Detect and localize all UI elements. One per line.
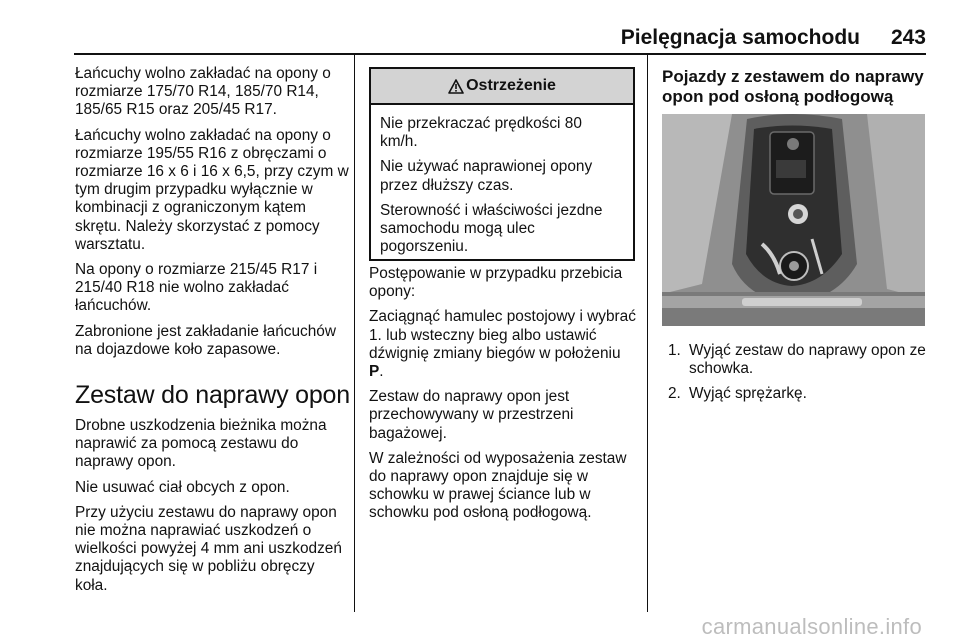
list-item <box>668 385 926 403</box>
step-text: Wyjąć zestaw do naprawy opon ze schowka. <box>689 342 926 378</box>
watermark: carmanualsonline.info <box>701 614 922 639</box>
warning-triangle-icon <box>448 79 464 94</box>
paragraph: Zabronione jest zakładanie łańcuchów na dojazdowe koło zapasowe. <box>75 322 336 358</box>
paragraph: W zależności od wyposażenia zestaw do naprawy opon znajduje się w schowku w prawej ściance lub w schowku pod osłoną podłogową. <box>369 449 627 522</box>
column-divider-left <box>354 55 355 612</box>
column-1 <box>75 65 350 602</box>
subheading: Pojazdy z zestawem do naprawy opon pod osłoną podłogową <box>662 67 924 106</box>
list-item <box>668 342 926 378</box>
section-title: Zestaw do naprawy opon <box>75 381 350 410</box>
trunk-photo <box>662 114 925 326</box>
warning-line: Sterowność i właściwości jezdne samochodu mogą ulec pogorszeniu. <box>380 201 603 256</box>
page-number: 243 <box>890 26 926 49</box>
paragraph: Postępowanie w przypadku przebicia opony: <box>369 265 623 301</box>
steps-list <box>668 342 926 411</box>
column-3 <box>662 67 926 107</box>
header-rule <box>74 53 926 55</box>
paragraph: Nie usuwać ciał obcych z opon. <box>75 478 290 496</box>
paragraph-end: . <box>379 363 384 381</box>
paragraph: Łańcuchy wolno zakładać na opony o rozmiarze 195/55 R16 z obręczami o rozmiarze 16 x 6 i 16 x 6,5, przy czym w tym drugim przypadku wyłącznie w kombinacji z ograniczonym kątem skrętu. Należy skorzystać z pomocy warsztatu. <box>75 126 349 253</box>
paragraph <box>369 308 637 381</box>
paragraph: Przy użyciu zestawu do naprawy opon nie można naprawiać uszkodzeń o wielkości powyżej 4 mm ani uszkodzeń znajdujących się w pobliżu obręczy koła. <box>75 503 342 594</box>
warning-box <box>369 67 635 261</box>
column-2 <box>369 265 637 530</box>
paragraph: Zestaw do naprawy opon jest przechowywany w przestrzeni bagażowej. <box>369 388 574 442</box>
step-text: Wyjąć sprężarkę. <box>689 385 807 403</box>
paragraph: Łańcuchy wolno zakładać na opony o rozmiarze 175/70 R14, 185/70 R14, 185/65 R15 oraz 205/45 R17. <box>75 65 331 119</box>
paragraph-text: Zaciągnąć hamulec postojowy i wybrać 1. lub wsteczny bieg albo ustawić dźwignię zmiany biegów w położeniu <box>369 308 636 362</box>
warning-line: Nie używać naprawionej opony przez dłuższy czas. <box>380 158 593 194</box>
warning-title: Ostrzeżenie <box>466 77 556 94</box>
column-divider-right <box>647 55 648 612</box>
warning-header <box>371 69 633 105</box>
paragraph: Drobne uszkodzenia bieżnika można naprawić za pomocą zestawu do naprawy opon. <box>75 417 327 471</box>
page-header-title: Pielęgnacja samochodu <box>620 26 860 49</box>
step-number: 2. <box>668 385 681 403</box>
warning-line: Nie przekraczać prędkości 80 km/h. <box>380 115 582 151</box>
step-number: 1. <box>668 342 681 359</box>
paragraph: Na opony o rozmiarze 215/45 R17 i 215/40 R18 nie wolno zakładać łańcuchów. <box>75 261 318 315</box>
gear-position-p: P <box>369 363 380 381</box>
warning-body <box>371 105 633 256</box>
